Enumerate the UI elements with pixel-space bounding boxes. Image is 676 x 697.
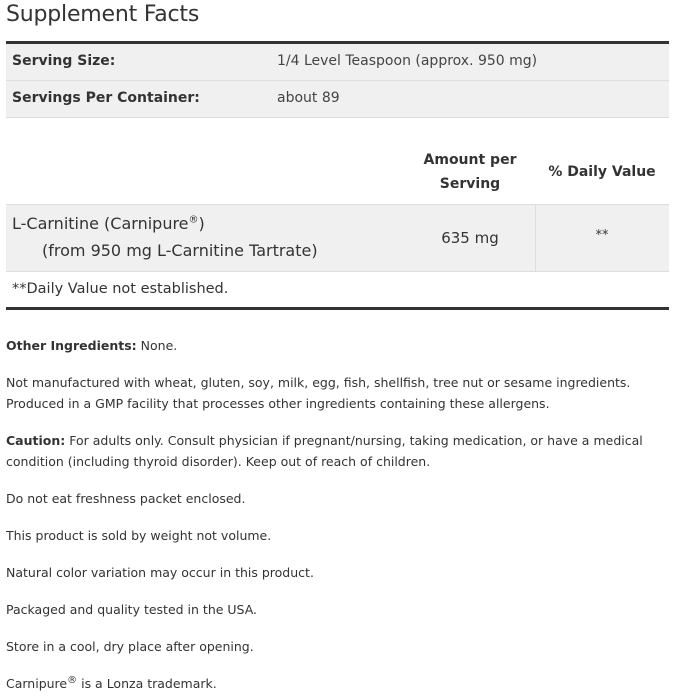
daily-value-footnote: **Daily Value not established. bbox=[12, 281, 229, 297]
amount-per-serving-header bbox=[415, 148, 525, 196]
registered-mark: ® bbox=[188, 214, 199, 226]
caution-label: Caution: bbox=[6, 433, 66, 448]
column-divider bbox=[535, 205, 536, 271]
weight-note: This product is sold by weight not volume. bbox=[6, 528, 272, 543]
freshness-note: Do not eat freshness packet enclosed. bbox=[6, 491, 246, 506]
ingredient-bottom-rule bbox=[6, 271, 669, 272]
daily-value-header: % Daily Value bbox=[548, 164, 656, 180]
serving-size-label: Serving Size: bbox=[12, 53, 116, 69]
quality-tested-note: Packaged and quality tested in the USA. bbox=[6, 602, 258, 617]
serving-bottom-rule bbox=[6, 117, 669, 118]
bottom-thick-rule bbox=[6, 307, 669, 310]
caution-text: For adults only. Consult physician if pregnant/nursing, taking medication, or have a medical condition (including thyroid disorder). Keep out of reach of children. bbox=[6, 433, 643, 469]
color-variation-note: Natural color variation may occur in this product. bbox=[6, 565, 314, 580]
trademark-note bbox=[6, 673, 666, 694]
ingredient-name-text: L-Carnitine (Carnipure bbox=[12, 214, 189, 233]
storage-note: Store in a cool, dry place after opening. bbox=[6, 639, 254, 654]
other-ingredients bbox=[6, 335, 666, 356]
trademark-name: Carnipure bbox=[6, 676, 68, 691]
trademark-registered-mark: ® bbox=[67, 674, 78, 686]
servings-per-container-value: about 89 bbox=[277, 90, 340, 106]
allergen-statement: Not manufactured with wheat, gluten, soy, milk, egg, fish, shellfish, tree nut or sesame ingredients. Produced in a GMP facility that processes other ingredients containing these allergens. bbox=[6, 375, 631, 411]
serving-size-value: 1/4 Level Teaspoon (approx. 950 mg) bbox=[277, 53, 538, 69]
ingredient-daily-value: ** bbox=[595, 228, 609, 243]
amount-header-line2: Serving bbox=[439, 176, 501, 192]
other-ingredients-label: Other Ingredients: bbox=[6, 338, 137, 353]
amount-header-line1: Amount per bbox=[423, 152, 517, 168]
ingredient-name-close: ) bbox=[198, 214, 205, 233]
caution-statement bbox=[6, 430, 666, 472]
ingredient-source: (from 950 mg L-Carnitine Tartrate) bbox=[42, 241, 318, 260]
ingredient-amount: 635 mg bbox=[441, 229, 499, 247]
trademark-text: is a Lonza trademark. bbox=[77, 676, 217, 691]
supplement-facts-title: Supplement Facts bbox=[6, 2, 200, 27]
servings-per-container-label: Servings Per Container: bbox=[12, 90, 200, 106]
other-ingredients-value: None. bbox=[136, 338, 178, 353]
ingredient-name bbox=[12, 210, 205, 237]
